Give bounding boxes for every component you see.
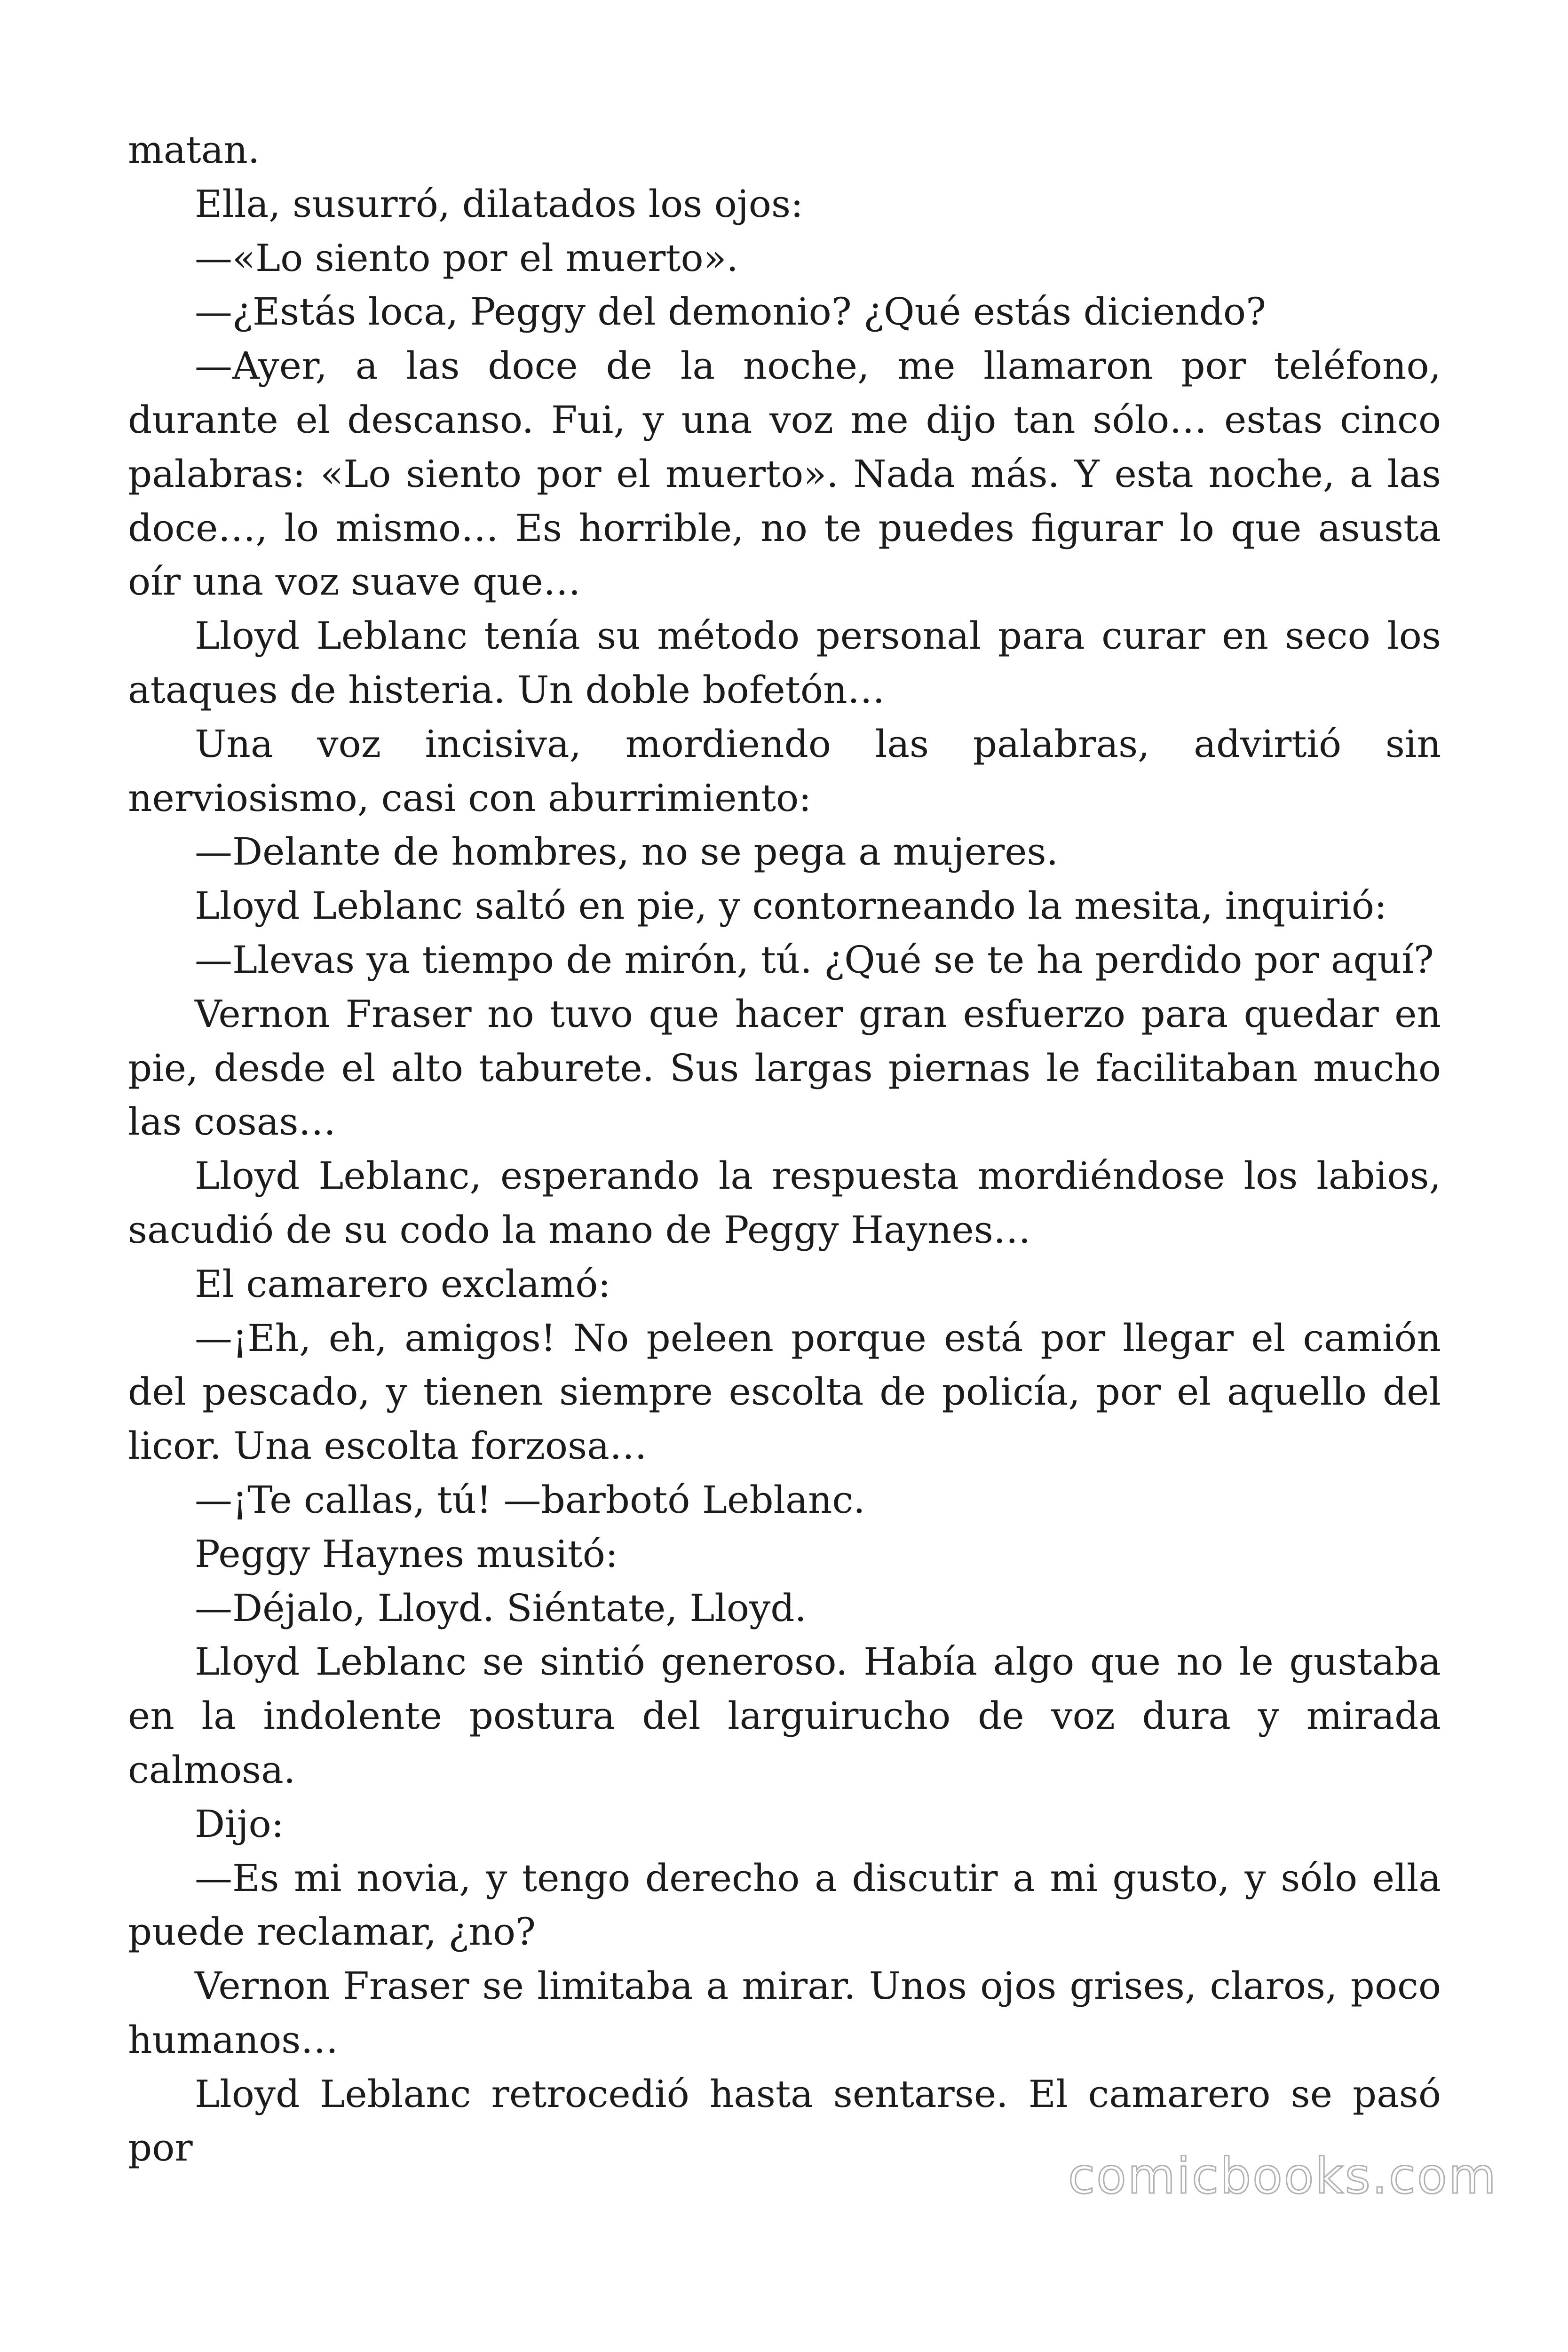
paragraph: El camarero exclamó: (195, 1262, 611, 1306)
paragraph: Una voz incisiva, mordiendo las palabras, advirtió sin nerviosismo, casi con aburrimiento: (128, 722, 1441, 820)
paragraph: Lloyd Leblanc se sintió generoso. Había algo que no le gustaba en la indolente postura del larguirucho de voz dura y mirada calmosa. (128, 1640, 1441, 1792)
paragraph: Vernon Fraser no tuvo que hacer gran esfuerzo para quedar en pie, desde el alto taburete. Sus largas piernas le facilitaban mucho las cosas… (128, 992, 1441, 1144)
paragraph: Peggy Haynes musitó: (195, 1532, 618, 1576)
paragraph: Lloyd Leblanc retrocedió hasta sentarse. El camarero se pasó por (128, 2072, 1441, 2170)
page-text (128, 123, 1441, 2175)
paragraph-dialogue: —Déjalo, Lloyd. Siéntate, Lloyd. (195, 1586, 807, 1630)
paragraph-dialogue: —Llevas ya tiempo de mirón, tú. ¿Qué se te ha perdido por aquí? (195, 938, 1434, 982)
watermark-text: comicbooks.com (1068, 2147, 1497, 2205)
paragraph-dialogue: —¡Eh, eh, amigos! No peleen porque está por llegar el camión del pescado, y tienen siempre escolta de policía, por el aquello del licor. Una escolta forzosa… (128, 1316, 1441, 1468)
paragraph: Lloyd Leblanc tenía su método personal para curar en seco los ataques de histeria. Un doble bofetón… (128, 614, 1441, 712)
paragraph: Dijo: (195, 1802, 284, 1846)
paragraph-dialogue: —Es mi novia, y tengo derecho a discutir a mi gusto, y sólo ella puede reclamar, ¿no? (128, 1856, 1441, 1954)
paragraph-dialogue: —Delante de hombres, no se pega a mujeres. (195, 830, 1059, 874)
paragraph-continuation: matan. (128, 128, 260, 172)
paragraph-dialogue: —«Lo siento por el muerto». (195, 236, 738, 280)
paragraph-dialogue: —¡Te callas, tú! —barbotó Leblanc. (195, 1478, 865, 1522)
paragraph-dialogue: —Ayer, a las doce de la noche, me llamaron por teléfono, durante el descanso. Fui, y una voz me dijo tan sólo… estas cinco palabras: «Lo siento por el muerto». Nada más. Y esta noche, a las doce…, lo mismo… Es horrible, no te puedes figurar lo que asusta oír una voz suave que… (128, 344, 1441, 604)
paragraph: Ella, susurró, dilatados los ojos: (195, 182, 803, 226)
paragraph: Lloyd Leblanc, esperando la respuesta mordiéndose los labios, sacudió de su codo la mano de Peggy Haynes… (128, 1154, 1441, 1252)
paragraph: Lloyd Leblanc saltó en pie, y contorneando la mesita, inquirió: (195, 884, 1387, 928)
paragraph: Vernon Fraser se limitaba a mirar. Unos ojos grises, claros, poco humanos… (128, 1964, 1441, 2062)
paragraph-dialogue: —¿Estás loca, Peggy del demonio? ¿Qué estás diciendo? (195, 290, 1266, 334)
